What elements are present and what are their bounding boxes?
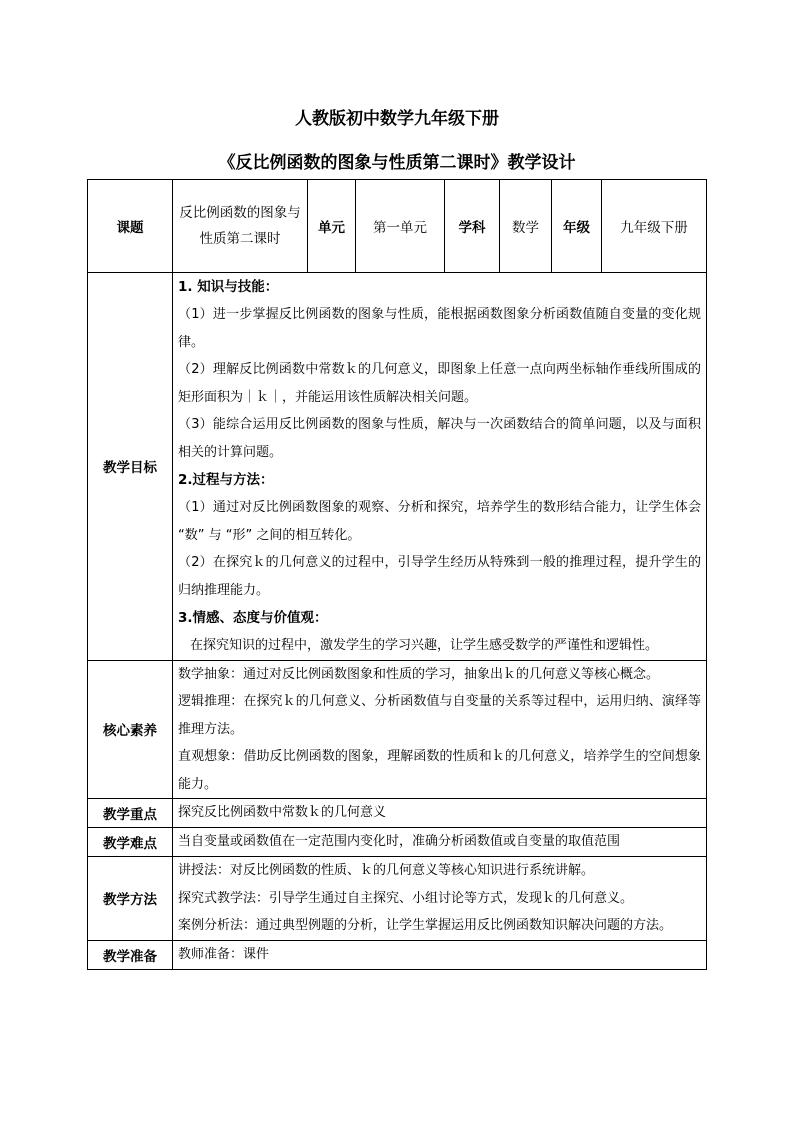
grade-value: 九年级下册: [602, 180, 707, 273]
emotion-values-heading: 3.情感、态度与价值观：: [178, 610, 328, 626]
method-item: 探究式教学法：引导学生通过自主探究、小组讨论等方式，发现ｋ的几何意义。: [178, 890, 634, 906]
preparation-row: [88, 940, 707, 969]
goals-label: 教学目标: [88, 273, 173, 661]
goal-item: （3）能综合运用反比例函数的图象与性质，解决与一次函数结合的简单问题，以及与面积相关的计算问题。: [178, 417, 701, 460]
difficulty-label: 教学难点: [88, 828, 173, 857]
literacy-item: 逻辑推理：在探究ｋ的几何意义、分析函数值与自变量的关系等过程中，运用归纳、演绎等推理方法。: [178, 694, 701, 737]
document-title: 人教版初中数学九年级下册: [295, 109, 499, 129]
grade-label: 年级: [552, 180, 602, 273]
lesson-plan-table: [87, 179, 707, 970]
subject-value: 数学: [500, 180, 552, 273]
method-item: 讲授法：对反比例函数的性质、ｋ的几何意义等核心知识进行系统讲解。: [178, 863, 595, 878]
header-row: [88, 180, 707, 273]
goal-item: （1）进一步掌握反比例函数的图象与性质，能根据函数图象分析函数值随自变量的变化规律。: [178, 307, 701, 350]
knowledge-skills-heading: 1. 知识与技能：: [178, 279, 279, 295]
unit-value: 第一单元: [356, 180, 445, 273]
topic-value: 反比例函数的图象与性质第二课时: [173, 180, 308, 273]
subject-label: 学科: [445, 180, 500, 273]
methods-content: [173, 857, 707, 941]
key-point-row: [88, 799, 707, 828]
literacy-label: 核心素养: [88, 660, 173, 799]
goal-item: 在探究知识的过程中，激发学生的学习兴趣，让学生感受数学的严谨性和逻辑性。: [190, 638, 659, 653]
goal-item: （2）在探究ｋ的几何意义的过程中，引导学生经历从特殊到一般的推理过程，提升学生的归纳推理能力。: [178, 555, 701, 598]
goals-content: [173, 273, 707, 661]
literacy-content: [173, 660, 707, 799]
unit-label: 单元: [308, 180, 356, 273]
goal-item: （2）理解反比例函数中常数ｋ的几何意义，即图象上任意一点向两坐标轴作垂线所围成的矩形面积为｜ｋ｜，并能运用该性质解决相关问题。: [178, 362, 701, 405]
topic-label: 课题: [88, 180, 173, 273]
methods-row: [88, 857, 707, 941]
process-methods-heading: 2.过程与方法：: [178, 472, 274, 488]
difficulty-row: [88, 828, 707, 857]
preparation-label: 教学准备: [88, 940, 173, 969]
key-point-text: 探究反比例函数中常数ｋ的几何意义: [173, 799, 707, 828]
methods-label: 教学方法: [88, 857, 173, 941]
literacy-item: 直观想象：借助反比例函数的图象，理解函数的性质和ｋ的几何意义，培养学生的空间想象能力。: [178, 749, 701, 792]
preparation-text: 教师准备：课件: [173, 940, 707, 969]
difficulty-text: 当自变量或函数值在一定范围内变化时，准确分析函数值或自变量的取值范围: [173, 828, 707, 857]
goals-row: [88, 273, 707, 661]
literacy-row: [88, 660, 707, 799]
document-subtitle: 《反比例函数的图象与性质第二课时》教学设计: [218, 153, 576, 173]
literacy-item: 数学抽象：通过对反比例函数图象和性质的学习，抽象出ｋ的几何意义等核心概念。: [178, 666, 660, 682]
key-point-label: 教学重点: [88, 799, 173, 828]
goal-item: （1）通过对反比例函数图象的观察、分析和探究，培养学生的数形结合能力，让学生体会 “数” 与 “形” 之间的相互转化。: [178, 500, 701, 543]
method-item: 案例分析法：通过典型例题的分析，让学生掌握运用反比例函数知识解决问题的方法。: [178, 918, 673, 933]
